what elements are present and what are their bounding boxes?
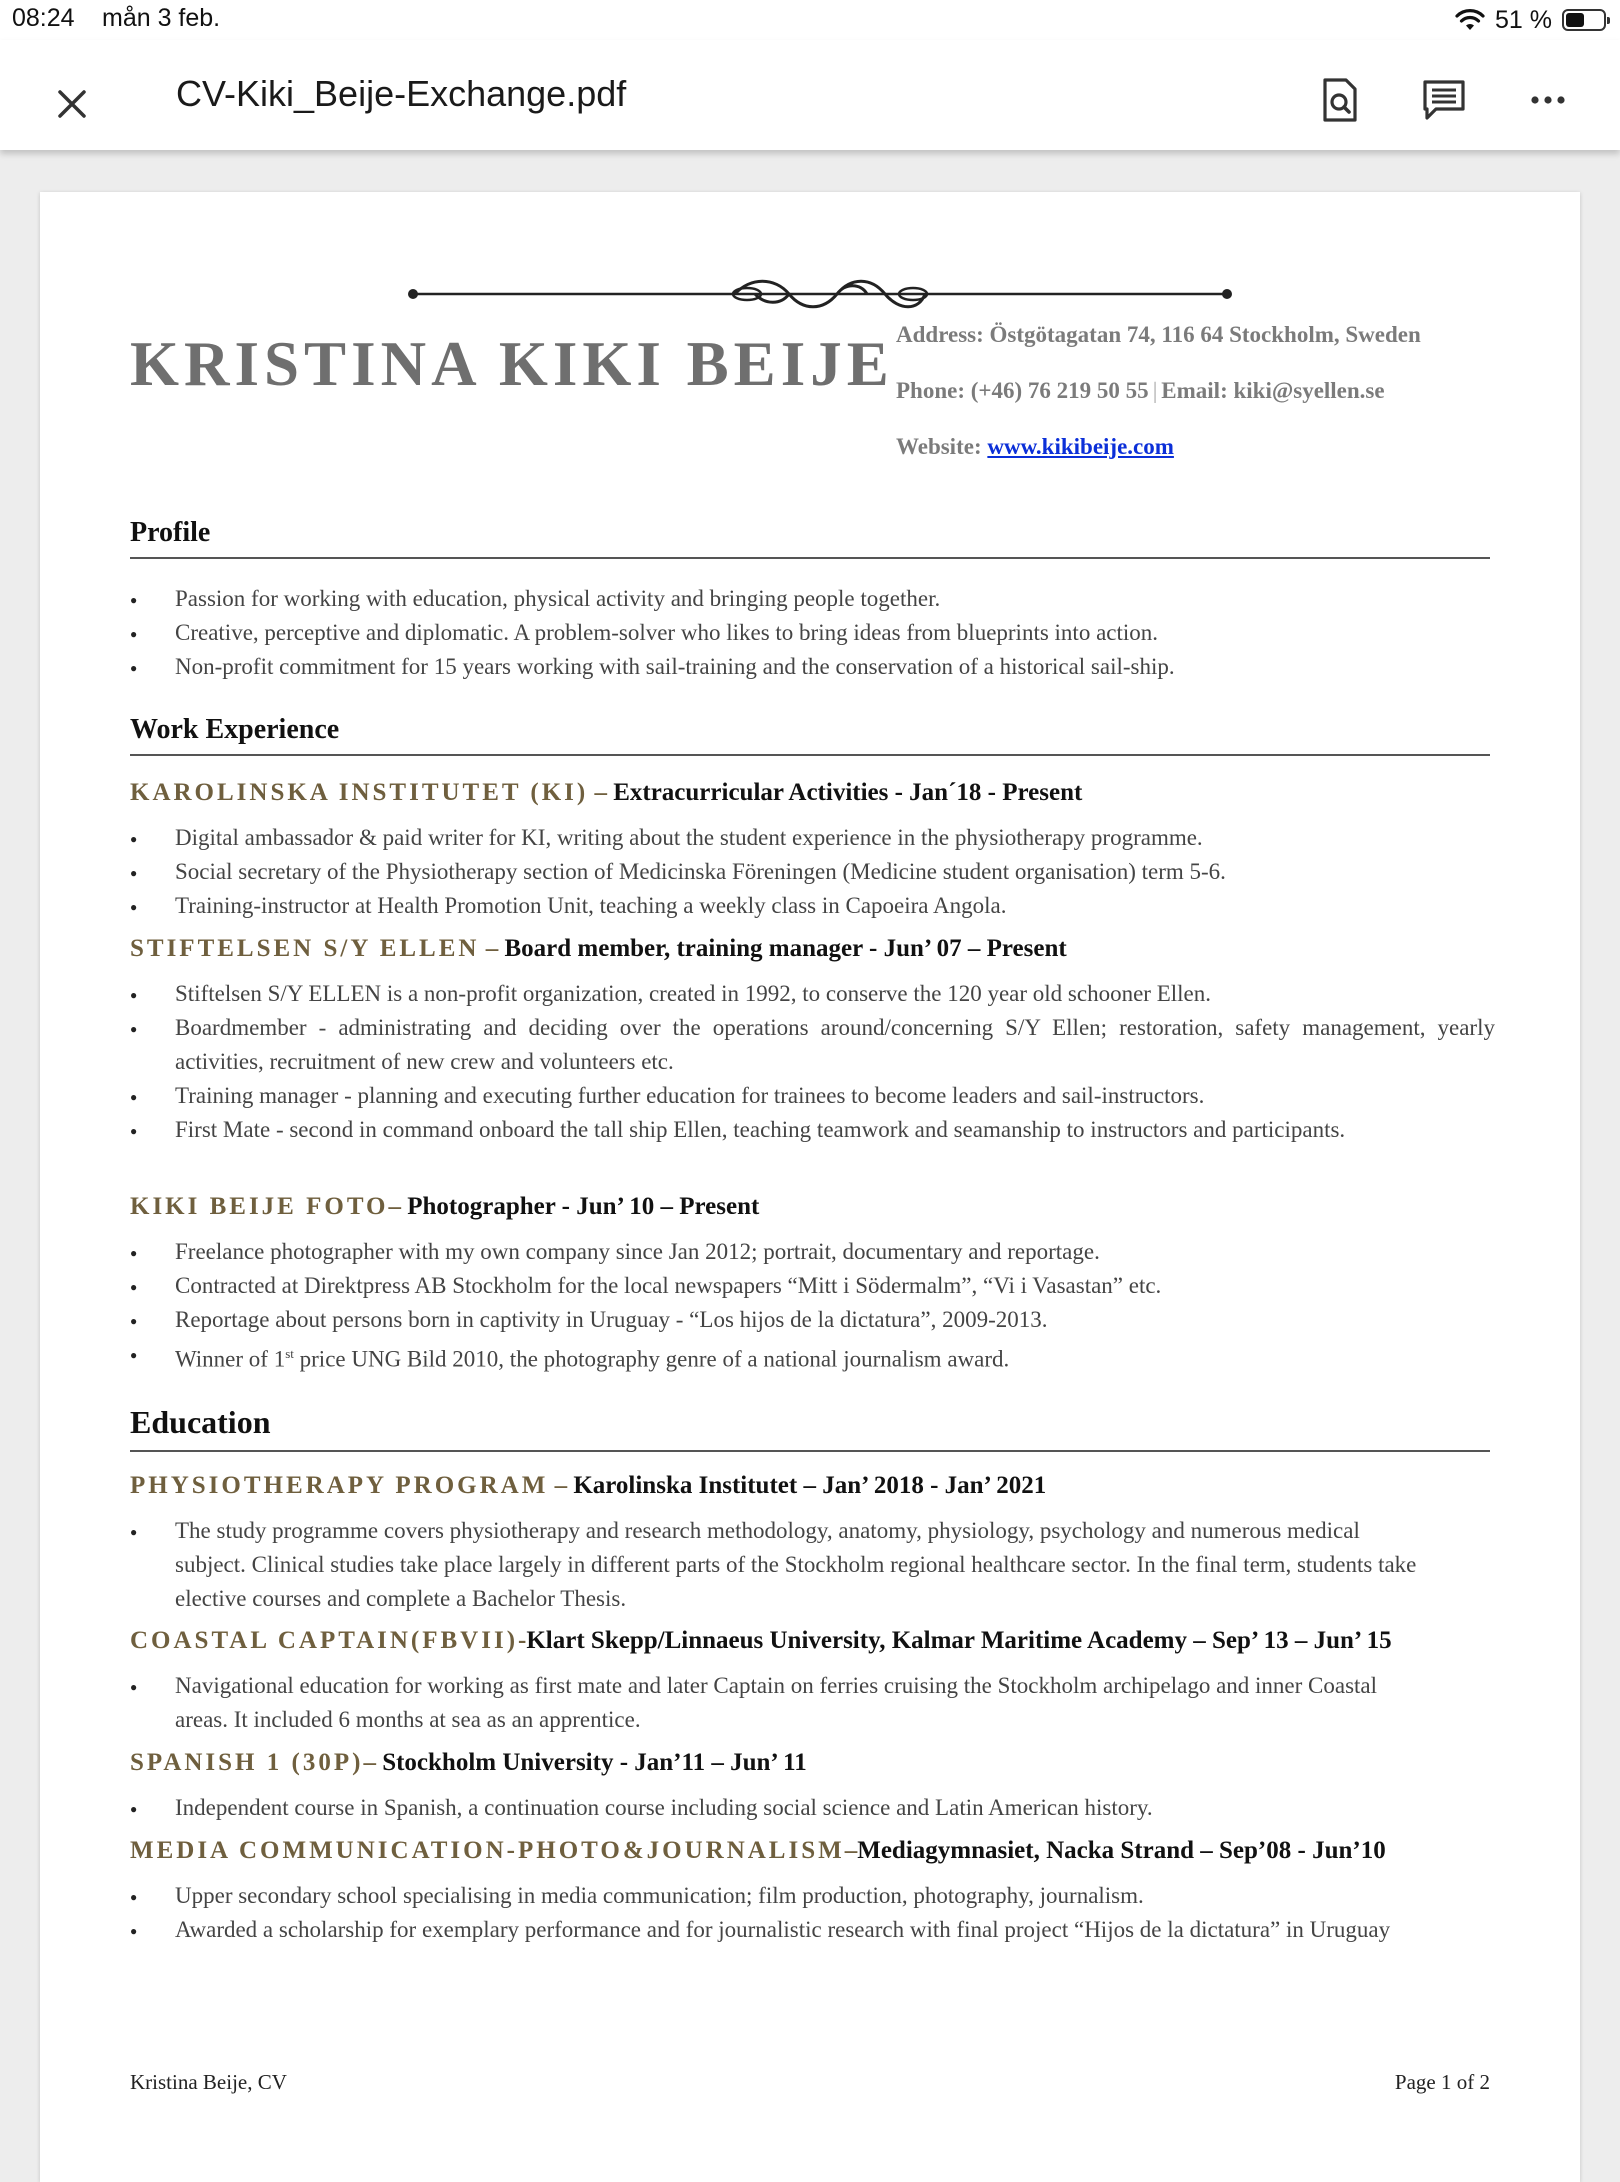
find-in-document-button[interactable] — [1308, 68, 1372, 132]
list-item: ● Stiftelsen S/Y ELLEN is a non-profit organization, created in 1992, to conserve the 120 year old schooner Ellen. — [130, 977, 1495, 1011]
section-heading-education: Education — [130, 1404, 1490, 1452]
contact-separator: | — [1152, 378, 1158, 403]
close-button[interactable] — [40, 72, 104, 136]
education-entry-heading: MEDIA COMMUNICATION-PHOTO&JOURNALISM–Mediagymnasiet, Nacka Strand – Sep’08 - Jun’10 — [130, 1837, 1386, 1864]
contact-email: Email: kiki@syellen.se — [1161, 378, 1385, 403]
contact-phone: Phone: (+46) 76 219 50 55 — [896, 378, 1149, 403]
contact-address: Address: Östgötagatan 74, 116 64 Stockholm, Sweden — [896, 322, 1421, 347]
list-item: ● Contracted at Direktpress AB Stockholm for the local newspapers “Mitt i Södermalm”, “Vi i Vasastan” etc. — [130, 1269, 1495, 1303]
work-entry-list — [130, 977, 1495, 1147]
list-item: ● Creative, perceptive and diplomatic. A problem-solver who likes to bring ideas from blueprints into action. — [130, 616, 1495, 650]
status-bar — [0, 0, 1620, 40]
list-item: ● Reportage about persons born in captivity in Uruguay - “Los hijos de la dictatura”, 2009-2013. — [130, 1303, 1495, 1337]
close-icon — [56, 88, 88, 120]
list-item: ● Independent course in Spanish, a continuation course including social science and Latin American history. — [130, 1791, 1495, 1825]
more-options-button[interactable] — [1516, 68, 1580, 132]
profile-list — [130, 582, 1495, 684]
education-entry-heading: SPANISH 1 (30P)– Stockholm University - Jan’11 – Jun’ 11 — [130, 1749, 807, 1776]
list-item: ● Digital ambassador & paid writer for KI, writing about the student experience in the physiotherapy programme. — [130, 821, 1495, 855]
list-item: ● Boardmember - administrating and deciding over the operations around/concerning S/Y Ellen; restoration, safety management, yearly activities, recruitment of new crew and volunteers etc. — [130, 1011, 1495, 1079]
list-item: ● Navigational education for working as first mate and later Captain on ferries cruising the Stockholm archipelago and inner Coastal areas. It included 6 months at sea as an apprentice. — [130, 1669, 1420, 1737]
list-item: ● Freelance photographer with my own company since Jan 2012; portrait, documentary and reportage. — [130, 1235, 1495, 1269]
page-footer-left: Kristina Beije, CV — [130, 2070, 287, 2094]
list-item: ● Winner of 1st price UNG Bild 2010, the photography genre of a national journalism award. — [130, 1337, 1495, 1377]
contact-website — [896, 434, 1174, 460]
document-title: CV-Kiki_Beije-Exchange.pdf — [176, 73, 627, 114]
status-time: 08:24 — [12, 4, 75, 32]
wifi-icon — [1455, 8, 1485, 32]
list-item: ● Social secretary of the Physiotherapy section of Medicinska Föreningen (Medicine student organisation) term 5-6. — [130, 855, 1495, 889]
section-heading-work: Work Experience — [130, 714, 1490, 756]
education-entry-list — [130, 1514, 1420, 1616]
list-item: ● Awarded a scholarship for exemplary performance and for journalistic research with final project “Hijos de la dictatura” in Uruguay — [130, 1913, 1420, 1947]
ornament-divider-icon — [405, 275, 1235, 313]
website-link[interactable]: www.kikibeije.com — [987, 434, 1174, 459]
battery-percent: 51 % — [1495, 5, 1552, 34]
education-entry-heading: COASTAL CAPTAIN(FBVII)-Klart Skepp/Linnaeus University, Kalmar Maritime Academy – Sep’ 13 – Jun’ 15 — [130, 1627, 1392, 1654]
comments-button[interactable] — [1412, 68, 1476, 132]
status-right — [1455, 4, 1606, 36]
work-entry-list — [130, 821, 1495, 923]
status-date: mån 3 feb. — [102, 4, 221, 32]
education-entry-list — [130, 1791, 1495, 1825]
list-item: ● Upper secondary school specialising in media communication; film production, photography, journalism. — [130, 1879, 1420, 1913]
pdf-page — [40, 192, 1580, 2182]
work-entry-heading: KAROLINSKA INSTITUTET (KI) – Extracurricular Activities - Jan´18 - Present — [130, 779, 1083, 806]
contact-phone-email — [896, 378, 1385, 404]
education-entry-list — [130, 1669, 1420, 1737]
work-entry-heading: STIFTELSEN S/Y ELLEN – Board member, training manager - Jun’ 07 – Present — [130, 935, 1067, 962]
education-entry-heading: PHYSIOTHERAPY PROGRAM – Karolinska Institutet – Jan’ 2018 - Jan’ 2021 — [130, 1472, 1047, 1499]
app-header — [0, 40, 1620, 150]
page-number: Page 1 of 2 — [1394, 2070, 1490, 2094]
work-entry-heading: KIKI BEIJE FOTO– Photographer - Jun’ 10 – Present — [130, 1193, 760, 1220]
list-item: ● First Mate - second in command onboard the tall ship Ellen, teaching teamwork and seamanship to instructors and participants. — [130, 1113, 1495, 1147]
battery-icon — [1562, 9, 1606, 31]
list-item: ● Training-instructor at Health Promotion Unit, teaching a weekly class in Capoeira Angola. — [130, 889, 1495, 923]
list-item: ● Training manager - planning and executing further education for trainees to become leaders and sail-instructors. — [130, 1079, 1495, 1113]
work-entry-list — [130, 1235, 1495, 1377]
education-entry-list — [130, 1879, 1420, 1947]
cv-name: KRISTINA KIKI BEIJE — [130, 329, 894, 399]
list-item: ● Non-profit commitment for 15 years working with sail-training and the conservation of a historical sail-ship. — [130, 650, 1495, 684]
list-item: ● Passion for working with education, physical activity and bringing people together. — [130, 582, 1495, 616]
comment-icon — [1422, 79, 1466, 121]
list-item: ● The study programme covers physiotherapy and research methodology, anatomy, physiology, psychology and numerous medical subject. Clinical studies take place largely in different parts of the Stockholm regional healthcare sector. In the final term, students take elective courses and complete a Bachelor Thesis. — [130, 1514, 1420, 1616]
section-heading-profile: Profile — [130, 517, 1490, 559]
website-label: Website: — [896, 434, 982, 459]
more-horizontal-icon — [1530, 95, 1566, 105]
document-search-icon — [1320, 77, 1360, 123]
